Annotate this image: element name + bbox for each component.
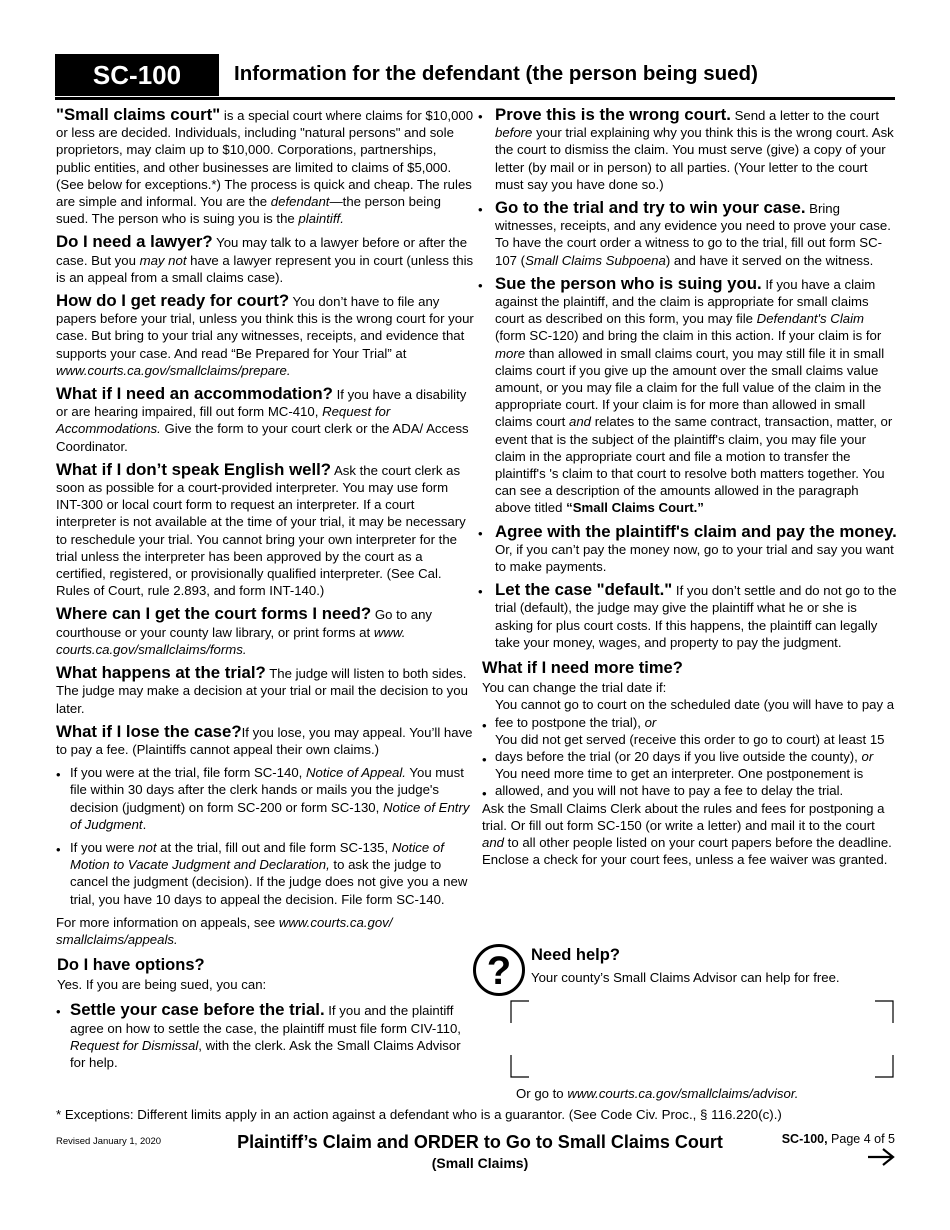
forms-link: www. courts.ca.gov/smallclaims/forms. [56,624,406,657]
lawyer-heading: Do I need a lawyer? [56,232,213,252]
settle-heading: Settle your case before the trial. [70,1000,325,1020]
bullet-icon: • [478,202,483,218]
prove-heading: Prove this is the wrong court. [495,105,731,124]
trial-paragraph: What happens at the trial? The judge will listen to both sides. The judge may make a decision at your trial or mail the decision to you later. [56,663,468,716]
page-title: Information for the defendant (the person being sued) [234,62,758,85]
form-id-box [55,54,219,96]
bullet-icon: • [56,841,61,857]
next-page-arrow-icon [866,1146,896,1168]
forms-paragraph: Where can I get the court forms I need? Go to any courthouse or your county law library, or print forms at www. courts.ca.gov/smallclaims/forms. [56,604,433,657]
more-time-bullet: • You did not get served (receive this order to go to court) at least 15 days before the trial (or 20 days if you live outside the county), or [482,731,885,767]
footer-subtitle: (Small Claims) [431,1155,529,1171]
intro-heading: "Small claims court" [56,105,221,124]
advisor-link-line: Or go to www.courts.ca.gov/smallclaims/advisor. [516,1086,799,1101]
form-id: SC-100 [92,60,182,90]
option-agree-pay: • Agree with the plaintiff's claim and pay the money. Or, if you can’t pay the money now, go to your trial and say you want to make payments. [478,521,897,575]
lose-paragraph: What if I lose the case?If you lose, you may appeal. You’ll have to pay a fee. (Plaintiffs cannot appeal their own claims.) [56,721,473,757]
appeals-link: www.courts.ca.gov/ smallclaims/appeals. [56,914,393,947]
options-section [56,954,474,993]
option-go-to-trial: • Go to the trial and try to win your case. Bring witnesses, receipts, and any evidence you need to prove your case. To have the court order a witness to go to the trial, fill out form SC-107 (Small Claims Subpoena) and have it served on the witness. [478,198,891,268]
bullet-icon: • [482,717,487,733]
footer-title: Plaintiff’s Claim and ORDER to Go to Small Claims Court [237,1132,723,1152]
header-rule [55,97,895,100]
bullet-icon: • [56,1004,61,1020]
forms-heading: Where can I get the court forms I need? [56,604,372,624]
bullet-icon: • [56,767,61,783]
help-question-icon: ? [473,944,525,996]
intro-paragraph: "Small claims court" is a special court where claims for $10,000 or less are decided. Individuals, including "natural persons" and sole proprietors, may claim up to $10,000. Corporations, partnerships, public entities, and other businesses are limited to claims of $5,000. (See below for exceptions.*) The process is quick and cheap. The rules are simple and informal. You are the defendant—the person being sued. The person who is suing you is the plaintiff. [56,105,474,227]
options-intro: Yes. If you are being sued, you can: [57,977,267,993]
right-column [478,105,898,868]
lose-heading: What if I lose the case? [56,721,242,741]
bullet-icon: • [478,277,483,293]
ready-paragraph: How do I get ready for court? You don’t have to file any papers before your trial, unless you think this is the wrong court for your case. But bring to your trial any witnesses, receipts, and evidence that supports your case. And read “Be Prepared for Your Trial” at www.courts.ca.gov/smallclaims/prepare. [56,291,474,378]
address-box-corner-top-right [874,1000,894,1024]
goto-heading: Go to the trial and try to win your case. [495,198,806,218]
address-box-corner-top-left [510,1000,530,1024]
trial-heading: What happens at the trial? [56,663,266,683]
page-number: SC-100, Page 4 of 5 [781,1132,895,1146]
accommodation-heading: What if I need an accommodation? [56,384,333,404]
accommodation-paragraph: What if I need an accommodation? If you have a disability or are hearing impaired, fill out form MC-410, Request for Accommodations. Give the form to your court clerk or the ADA/ Access Coordinator. [56,384,469,454]
more-time-intro: You can change the trial date if: [482,680,667,696]
bullet-icon: • [478,525,483,541]
help-title: Need help? [531,946,620,964]
options-heading: Do I have options? [57,956,205,975]
address-box-corner-bottom-right [874,1054,894,1078]
sue-heading: Sue the person who is suing you. [495,273,762,293]
lawyer-paragraph: Do I need a lawyer? You may talk to a lawyer before or after the case. But you may not have a lawyer represent you in court (unless this is an appeal from a small claims case). [56,232,474,285]
more-time-bullet: • You need more time to get an interpreter. One postponement is allowed, and you will not have to pay a fee to delay the trial. [482,766,864,802]
more-time-outro: Ask the Small Claims Clerk about the rules and fees for postponing a trial. Or fill out form SC-150 (or write a letter) and mail it to the court and to all other people listed on your court papers before the deadline. Enclose a check for your court fees, unless a fee waiver was granted. [482,800,892,868]
option-default: • Let the case "default." If you don’t settle and do not go to the trial (default), the judge may give the plaintiff what he or she is asking for plus court costs. If this happens, the plaintiff can legally take your money, wages, and property to pay the judgment. [478,580,897,650]
option-sue-plaintiff: • Sue the person who is suing you. If you have a claim against the plaintiff, and the claim is appropriate for small claims court as described on this form, you may file Defendant's Claim (form SC-120) and bring the claim in this action. If your claim is for more than allowed in small claims court, you may still file it in small claims court if you give up the amount over the small claims value amount, or you may file a claim for the full value of the claim in the appropriate court. If your claim is for more than allowed in small claims court and relates to the same contract, transaction, matter, or event that is the subject of the plaintiff's claim, you may file your claim in the appropriate court and file a motion to transfer the plaintiff's 's claim to that court to resolve both matters together. You can see a description of the amounts allowed in the paragraph above titled “Small Claims Court.” [478,273,893,516]
prepare-link: www.courts.ca.gov/smallclaims/prepare. [56,362,291,378]
more-time-heading: What if I need more time? [482,659,683,678]
english-paragraph: What if I don’t speak English well? Ask the court clerk as soon as possible for a court-provided interpreter. You may use form INT-300 or local court form to request an interpreter. If a court interpreter is not available at the time of your trial, it may be necessary to reschedule your trial. You cannot bring your own interpreter for the trial unless the interpreter has been approved by the court as a certified, registered, or provisionally qualified interpreter. (See Cal. Rules of Court, rule 2.893, and form INT-140.) [56,459,466,599]
left-column [56,106,474,1077]
english-heading: What if I don’t speak English well? [56,459,332,479]
exceptions-note: * Exceptions: Different limits apply in an action against a defendant who is a guarantor. (See Code Civ. Proc., § 116.220(c).) [56,1107,782,1122]
address-box-corner-bottom-left [510,1054,530,1078]
lose-bullet-appeal: • If you were at the trial, file form SC-140, Notice of Appeal. You must file within 30 days after the clerk hands or mails you the judge's decision (judgment) on form SC-200 or form SC-130, Notice of Entry of Judgment. [56,765,470,832]
advisor-link: www.courts.ca.gov/smallclaims/advisor. [567,1086,799,1101]
help-text: Your county’s Small Claims Advisor can help for free. [531,970,840,985]
lose-bullet-vacate: • If you were not at the trial, fill out and file form SC-135, Notice of Motion to Vacate Judgment and Declaration, to ask the judge to cancel the judgment (decision). If the judge does not give you a new trial, you have 10 days to appeal the decision. File form SC-140. [56,839,468,907]
more-time-bullet: • You cannot go to court on the scheduled date (you will have to pay a fee to postpone the trial), or [482,697,895,733]
agree-heading: Agree with the plaintiff's claim and pay the money. [495,521,897,541]
bullet-icon: • [482,751,487,767]
option-settle: • Settle your case before the trial. If you and the plaintiff agree on how to settle the case, the plaintiff must file form CIV-110, Request for Dismissal, with the clerk. Ask the Small Claims Advisor for help. [56,1000,461,1070]
appeals-paragraph: For more information on appeals, see www.courts.ca.gov/ smallclaims/appeals. [56,914,393,947]
bullet-icon: • [478,584,483,600]
revised-date: Revised January 1, 2020 [56,1136,162,1147]
bullet-icon: • [478,109,483,124]
bullet-icon: • [482,786,487,802]
default-heading: Let the case "default." [495,580,673,600]
option-prove-wrong-court: • Prove this is the wrong court. Send a letter to the court before your trial explaining why you think this is the wrong court. Ask the court to dismiss the claim. You must serve (give) a copy of your letter (by mail or in person) to all parties. (Your letter to the court must say you have done so.) [478,105,894,192]
ready-heading: How do I get ready for court? [56,291,290,311]
